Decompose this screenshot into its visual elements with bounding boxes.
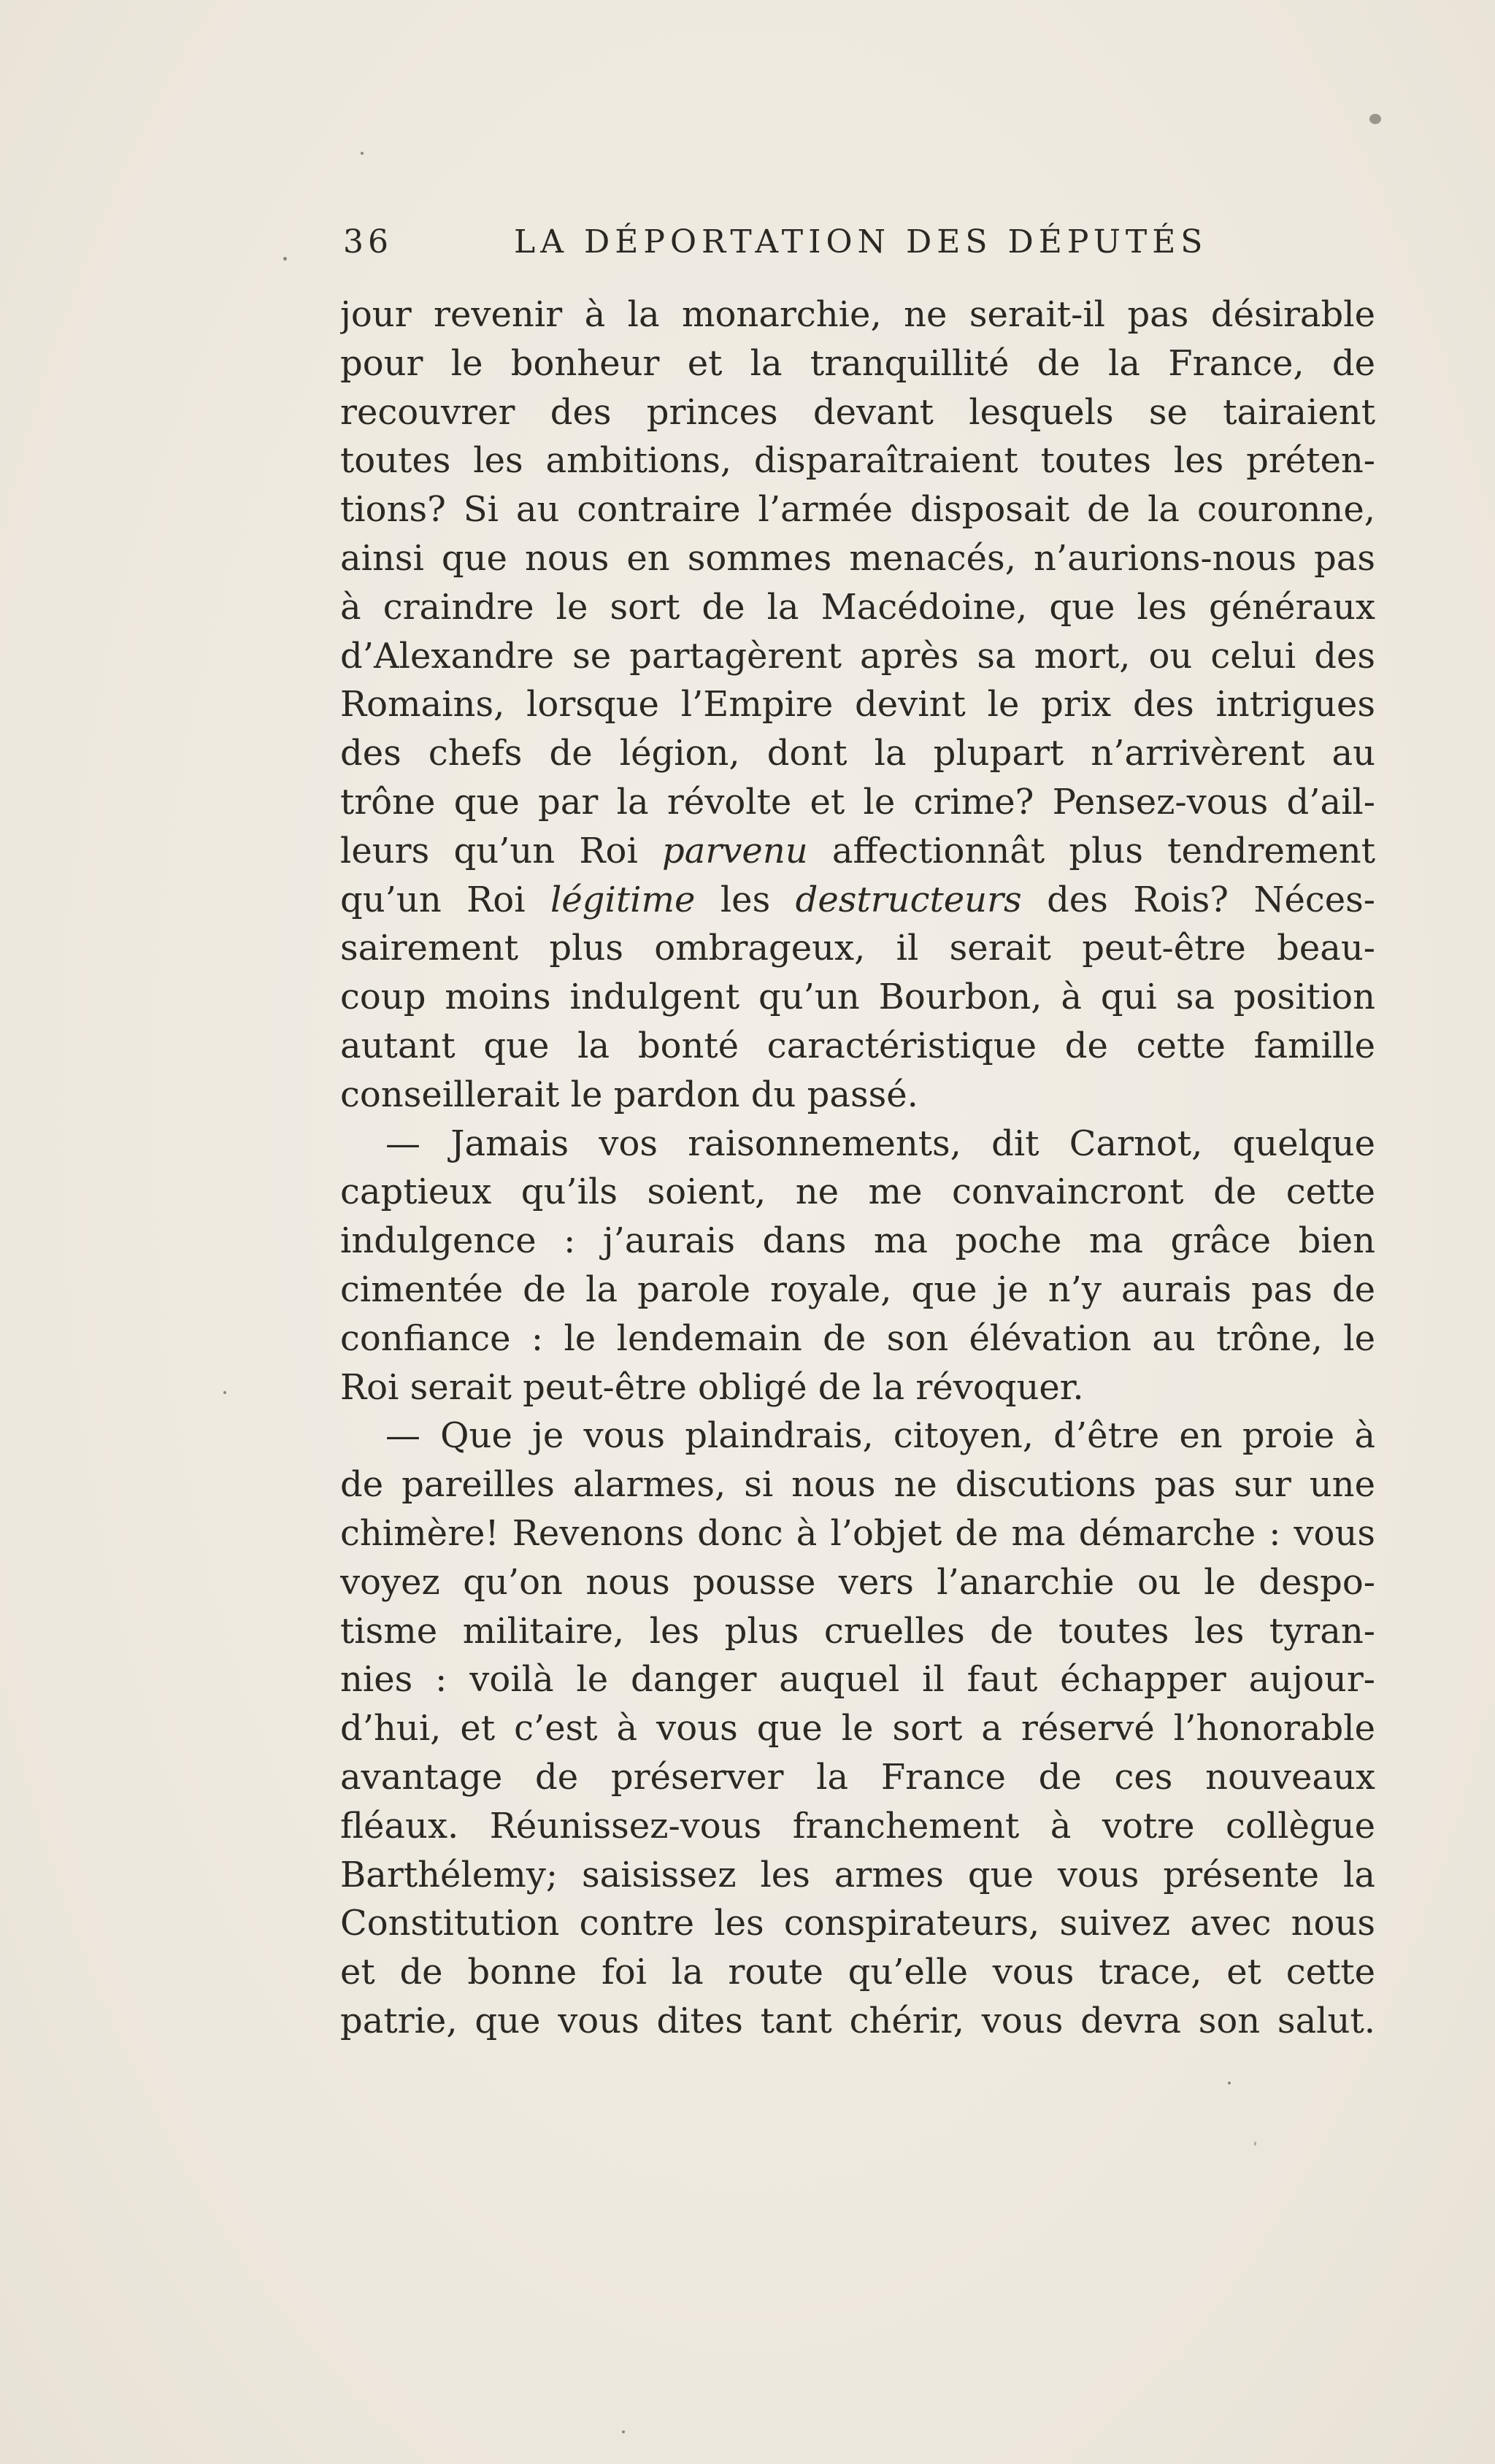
text-line: jour revenir à la monarchie, ne serait-il pas désirable xyxy=(340,294,1375,335)
text-line: pour le bonheur et la tranquillité de la France, de xyxy=(340,342,1375,384)
body-text xyxy=(340,290,1375,2046)
text-line: chimère! Revenons donc à l’objet de ma démarche : vous xyxy=(340,1512,1375,1554)
text-line: fléaux. Réunissez-vous franchement à votre collègue xyxy=(340,1805,1375,1847)
text-line: Romains, lorsque l’Empire devint le prix des intrigues xyxy=(340,684,1375,725)
text-line: avantage de préserver la France de ces nouveaux xyxy=(340,1756,1375,1798)
text-line: nies : voilà le danger auquel il faut échapper aujour- xyxy=(340,1659,1375,1701)
text-line: ainsi que nous en sommes menacés, n’aurions-nous pas xyxy=(340,537,1375,579)
text-line: sairement plus ombrageux, il serait peut-être beau- xyxy=(340,928,1375,969)
text-line: confiance : le lendemain de son élévation au trône, le xyxy=(340,1317,1375,1359)
text-line: d’Alexandre se partagèrent après sa mort, ou celui des xyxy=(340,635,1375,677)
paper-speck xyxy=(1254,2141,1256,2146)
text-line: d’hui, et c’est à vous que le sort a réservé l’honorable xyxy=(340,1708,1375,1749)
text-line: et de bonne foi la route qu’elle vous trace, et cette xyxy=(340,1952,1375,1993)
text-line: tions? Si au contraire l’armée disposait de la couronne, xyxy=(340,489,1375,531)
text-line: voyez qu’on nous pousse vers l’anarchie ou le despo- xyxy=(340,1561,1375,1603)
italic-word: parvenu xyxy=(662,830,808,871)
text-line: trône que par la révolte et le crime? Pensez-vous d’ail- xyxy=(340,781,1375,823)
text-line: tisme militaire, les plus cruelles de toutes les tyran- xyxy=(340,1610,1375,1652)
text-line: à craindre le sort de la Macédoine, que les généraux xyxy=(340,586,1375,628)
paper-speck xyxy=(283,257,287,261)
paper-speck xyxy=(361,152,364,155)
paper-speck xyxy=(1369,114,1381,124)
italic-word: légitime xyxy=(550,879,696,920)
text-line: captieux qu’ils soient, ne me convaincront de cette xyxy=(340,1171,1375,1213)
running-title: LA DÉPORTATION DES DÉPUTÉS xyxy=(514,223,1208,261)
italic-word: destructeurs xyxy=(795,879,1022,920)
text-line: coup moins indulgent qu’un Bourbon, à qui sa position xyxy=(340,977,1375,1018)
text-line: Constitution contre les conspirateurs, suivez avec nous xyxy=(340,1903,1375,1944)
page-number: 36 xyxy=(343,223,393,261)
text-line: indulgence : j’aurais dans ma poche ma grâce bien xyxy=(340,1220,1375,1262)
paper-speck xyxy=(622,2430,625,2433)
text-line: leurs qu’un Roi parvenu affectionnât plus tendrement xyxy=(340,830,1375,871)
text-line: Roi serait peut-être obligé de la révoquer. xyxy=(340,1366,1084,1408)
text-line: — Jamais vos raisonnements, dit Carnot, quelque xyxy=(385,1123,1375,1164)
page-header xyxy=(343,223,1372,267)
paper-speck xyxy=(223,1391,226,1394)
text-line: des chefs de légion, dont la plupart n’arrivèrent au xyxy=(340,733,1375,774)
text-line: autant que la bonté caractéristique de cette famille xyxy=(340,1025,1375,1066)
text-line: conseillerait le pardon du passé. xyxy=(340,1074,918,1115)
paper-speck xyxy=(1228,2082,1231,2084)
text-line: — Que je vous plaindrais, citoyen, d’être en proie à xyxy=(385,1415,1375,1457)
text-line: Barthélemy; saisissez les armes que vous présente la xyxy=(340,1854,1375,1895)
text-line: de pareilles alarmes, si nous ne discutions pas sur une xyxy=(340,1464,1375,1506)
text-line: qu’un Roi légitime les destructeurs des Rois? Néces- xyxy=(340,879,1375,920)
text-line: patrie, que vous dites tant chérir, vous devra son salut. xyxy=(340,2000,1375,2041)
text-line: toutes les ambitions, disparaîtraient toutes les préten- xyxy=(340,440,1375,482)
text-line: cimentée de la parole royale, que je n’y aurais pas de xyxy=(340,1268,1375,1310)
text-line: recouvrer des princes devant lesquels se tairaient xyxy=(340,391,1375,433)
